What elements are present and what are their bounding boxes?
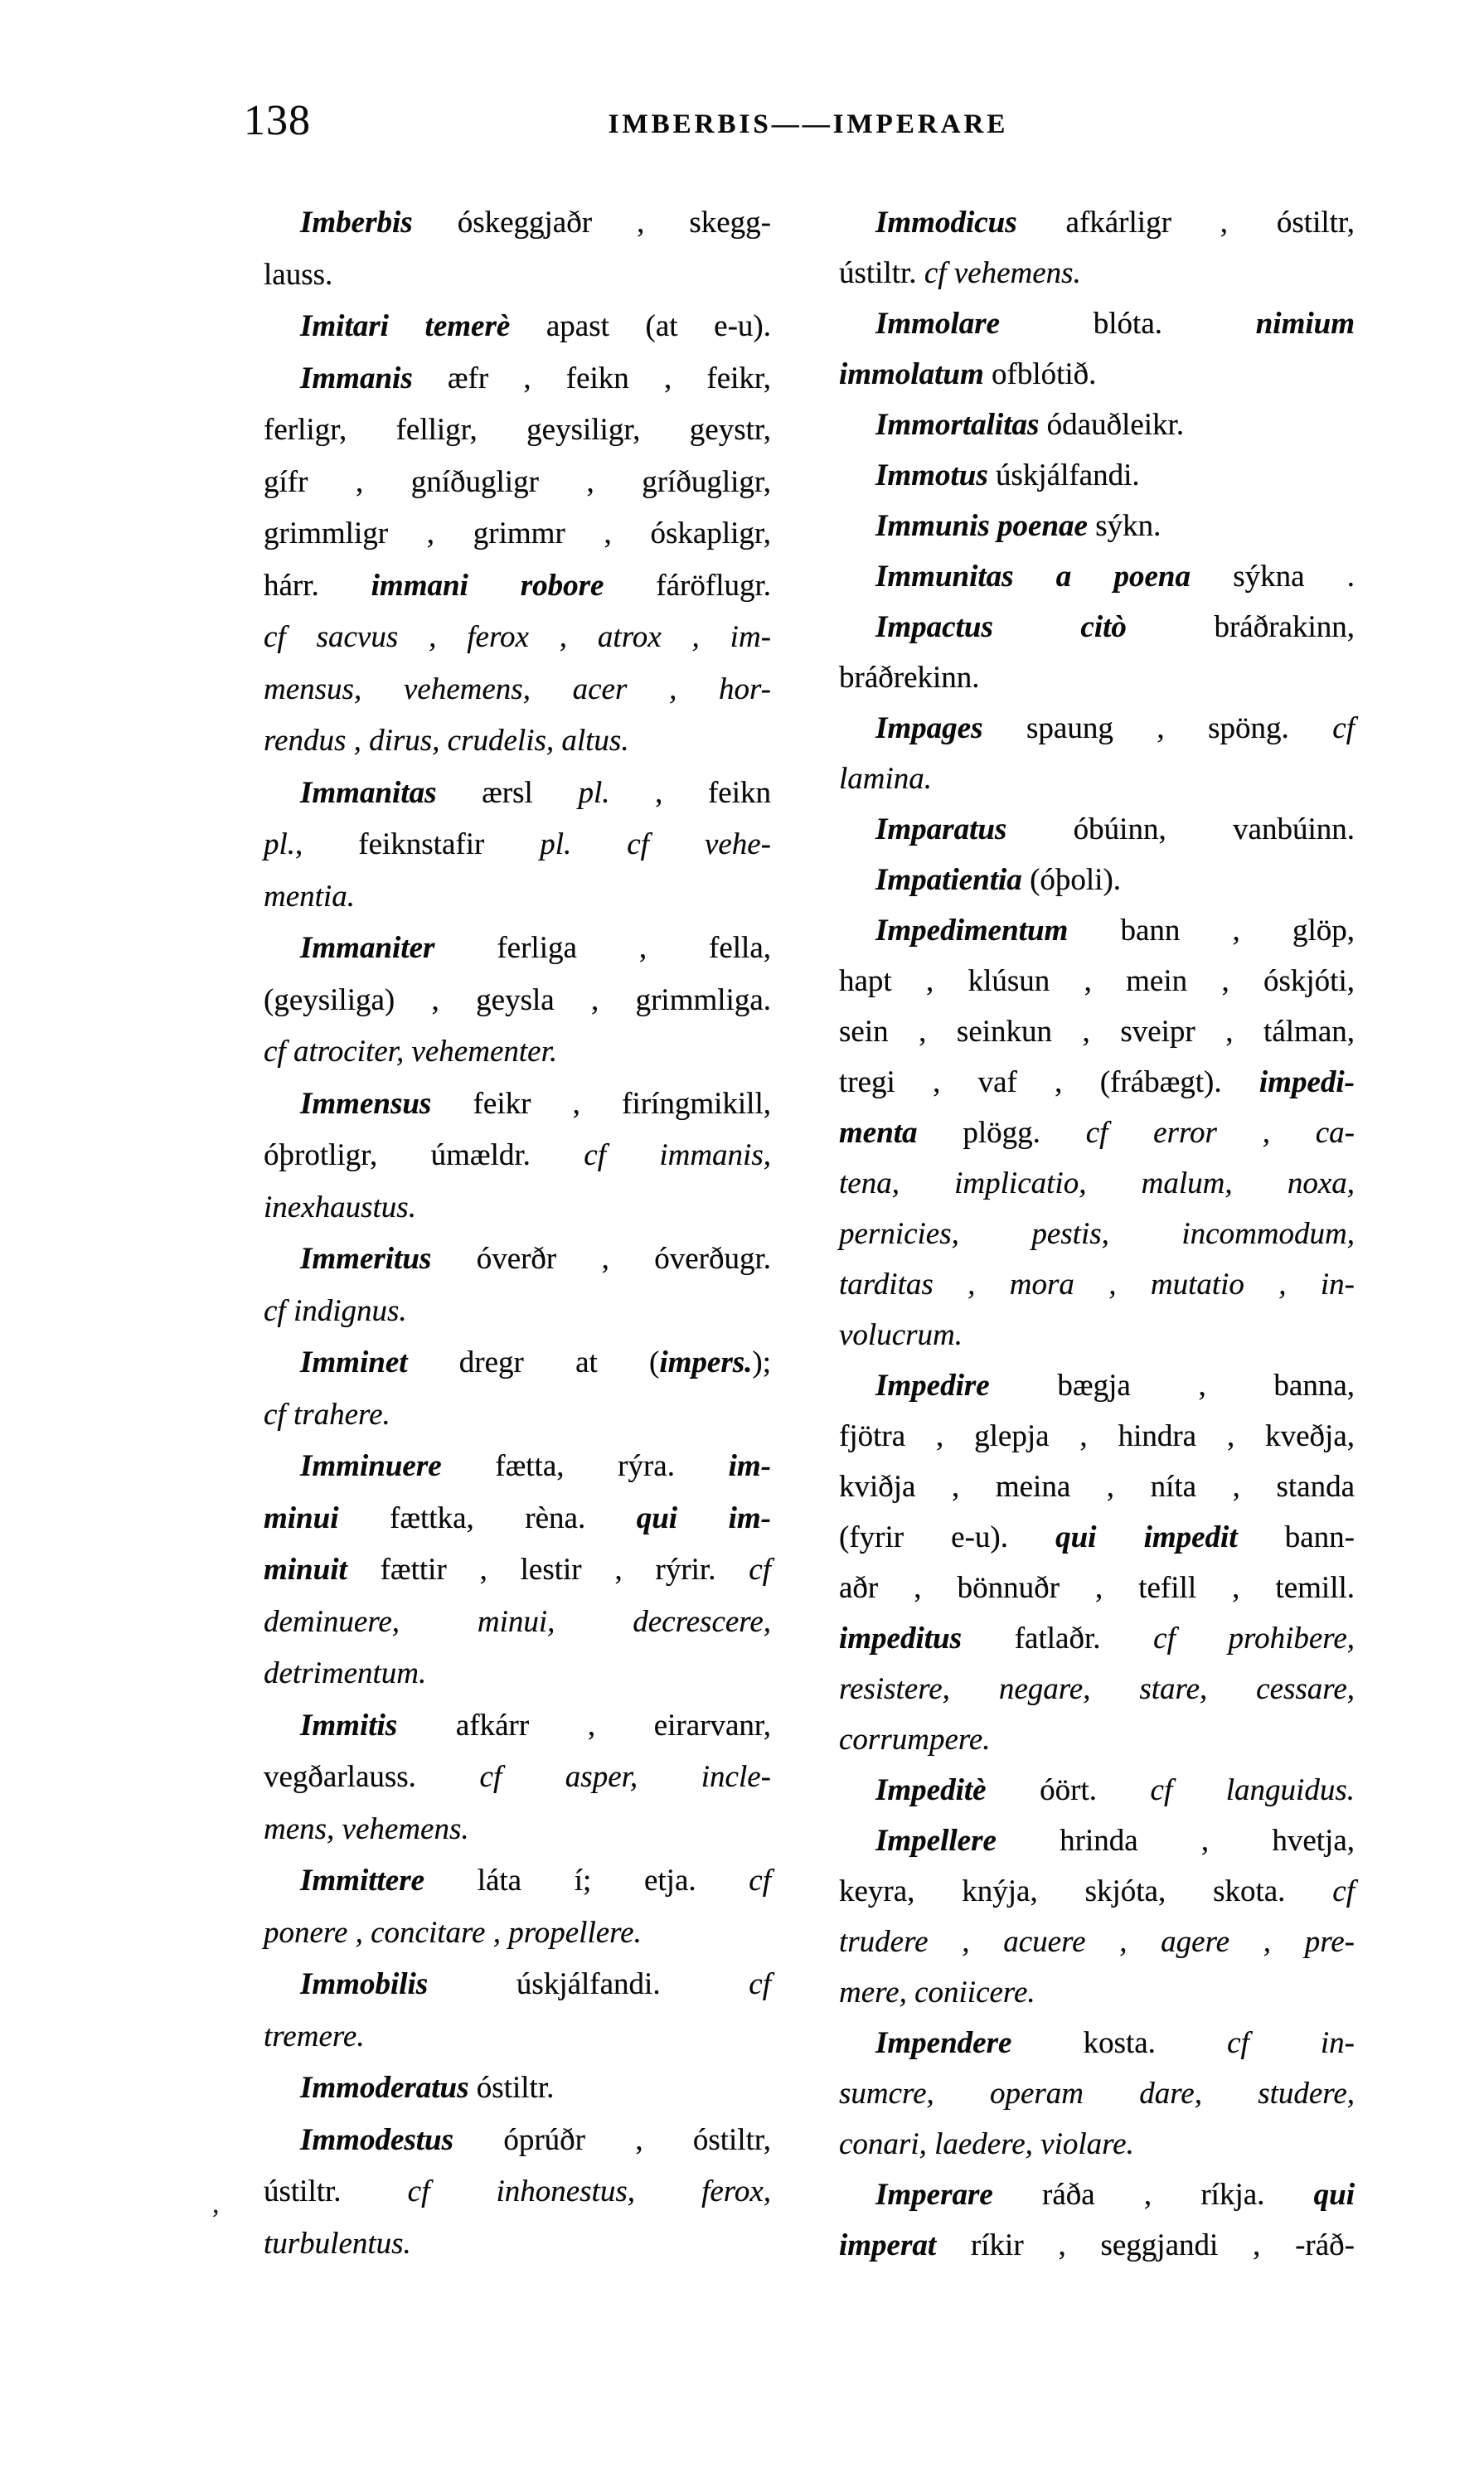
latin-reference: mensus, vehemens, acer , hor- [264, 671, 771, 706]
headword: menta [839, 1116, 918, 1150]
text-line [264, 664, 771, 716]
latin-reference: lamina. [839, 762, 933, 796]
text-line [839, 197, 1355, 248]
scan-artifact: , [212, 2189, 220, 2219]
latin-reference: cf vehemens. [924, 256, 1081, 290]
text-line [264, 2011, 771, 2063]
text-line [264, 2063, 771, 2115]
latin-reference: cf [749, 1553, 771, 1587]
text-line [264, 2115, 771, 2167]
translation-text: láta í; etja. [424, 1864, 749, 1898]
translation-text: afkárr , eirarvanr, [397, 1708, 771, 1743]
text-line [264, 2166, 771, 2218]
text-line [264, 1597, 771, 1649]
page-number: 138 [244, 97, 311, 144]
dictionary-entry [264, 1700, 771, 1856]
dictionary-entry [264, 923, 771, 1079]
text-line [264, 1493, 771, 1545]
latin-reference: cf [1332, 711, 1355, 745]
translation-text: grimmligr , grimmr , óskapligr, [264, 516, 771, 550]
translation-text: fættir , lestir , rýrir. [347, 1553, 749, 1587]
headword: Immanitas [300, 775, 437, 810]
headword: qui [1313, 2178, 1355, 2212]
text-line [839, 956, 1355, 1006]
text-line [839, 1917, 1355, 1967]
text-line [264, 1130, 771, 1182]
text-line [839, 248, 1355, 298]
text-line [264, 197, 771, 250]
translation-text: fjötra , glepja , hindra , kveðja, [839, 1419, 1355, 1453]
dictionary-entry [839, 197, 1355, 298]
translation-text: óört. [986, 1773, 1151, 1807]
latin-reference: cf immanis, [584, 1138, 771, 1172]
translation-text: fættka, rèna. [338, 1500, 637, 1535]
column-left [264, 197, 771, 2270]
text-line [839, 1158, 1355, 1209]
latin-reference: rendus , dirus, crudelis, altus. [264, 724, 629, 758]
latin-reference: cf indignus. [264, 1293, 407, 1328]
latin-reference: detrimentum. [264, 1656, 427, 1690]
text-line [839, 1259, 1355, 1310]
translation-text: óskeggjaðr , skegg- [412, 206, 771, 240]
text-line [264, 1804, 771, 1856]
translation-text: sein , seinkun , sveipr , tálman, [839, 1015, 1355, 1049]
translation-text: fætta, rýra. [441, 1449, 729, 1483]
text-line [839, 1714, 1355, 1765]
text-line [839, 754, 1355, 804]
translation-text: kosta. [1011, 2026, 1228, 2060]
dictionary-entry [264, 1079, 771, 1234]
latin-reference: cf trahere. [264, 1397, 390, 1432]
translation-text: óþrotligr, úmældr. [264, 1138, 584, 1172]
text-line [839, 349, 1355, 400]
translation-text: ríkir , seggjandi , -ráð- [936, 2228, 1355, 2262]
latin-reference: cf asper, incle- [479, 1760, 771, 1794]
latin-reference: cf inhonestus, ferox, [407, 2174, 771, 2208]
headword: Immortalitas [875, 408, 1040, 442]
text-line [264, 1752, 771, 1804]
latin-reference: cf in- [1227, 2026, 1355, 2060]
text-line [264, 612, 771, 664]
text-line [839, 1816, 1355, 1866]
translation-text: (geysiliga) , geysla , grimmliga. [264, 982, 771, 1017]
dictionary-entry [839, 602, 1355, 703]
translation-text: apast (at e-u). [510, 309, 771, 343]
headword: Immobilis [300, 1967, 429, 2001]
translation-text: ódauðleikr. [1039, 408, 1185, 442]
latin-reference: inexhaustus. [264, 1190, 416, 1224]
dictionary-entry [264, 768, 771, 924]
dictionary-entry [839, 1816, 1355, 2018]
text-line [264, 1648, 771, 1700]
translation-text: hárr. [264, 568, 371, 603]
latin-reference: cf prohibere, [1153, 1622, 1355, 1656]
latin-reference: sumcre, operam dare, studere, [839, 2077, 1355, 2111]
headword: Impellere [875, 1824, 997, 1858]
translation-text: ofblótið. [983, 357, 1097, 391]
text-line [839, 855, 1355, 905]
translation-text: úskjálfandi. [987, 458, 1140, 492]
text-line [264, 2218, 771, 2271]
latin-reference: mentia. [264, 879, 355, 914]
text-line [264, 457, 771, 509]
headword: Imminet [300, 1345, 408, 1379]
text-line [839, 1664, 1355, 1714]
latin-reference: pernicies, pestis, incommodum, [839, 1217, 1355, 1251]
latin-reference: cf [749, 1864, 771, 1898]
latin-reference: resistere, negare, stare, cessare, [839, 1672, 1355, 1706]
dictionary-entry [264, 2115, 771, 2271]
translation-text: ústiltr. [264, 2174, 408, 2208]
translation-text: ærsl [436, 775, 579, 810]
translation-text: (óþoli). [1021, 863, 1122, 897]
headword: immani robore [371, 568, 604, 603]
headword: Impactus citò [875, 610, 1127, 644]
headword: Immensus [300, 1086, 432, 1121]
headword: Immotus [875, 458, 988, 492]
text-line [264, 301, 771, 353]
text-line [839, 1563, 1355, 1613]
headword: Imitari temerè [300, 309, 511, 343]
text-line [839, 2018, 1355, 2068]
translation-text: aðr , bönnuðr , tefill , temill. [839, 1571, 1355, 1605]
translation-text: gífr , gníðugligr , gríðugligr, [264, 464, 771, 499]
latin-reference: tremere. [264, 2019, 365, 2053]
latin-reference: ponere , concitare , propellere. [264, 1915, 642, 1950]
dictionary-entry [264, 301, 771, 353]
dictionary-entry [264, 353, 771, 768]
headword: Immeritus [300, 1242, 432, 1276]
translation-text: ústiltr. [839, 256, 924, 290]
text-line [839, 298, 1355, 349]
dictionary-entry [839, 1765, 1355, 1816]
latin-reference: mens, vehemens. [264, 1811, 469, 1846]
latin-reference: pl. [578, 775, 610, 810]
text-line [839, 1360, 1355, 1411]
dictionary-entry [264, 1959, 771, 2063]
headword: minui [264, 1500, 339, 1535]
headword: Imparatus [875, 812, 1007, 846]
headword: Impedimentum [875, 914, 1069, 948]
translation-text: bráðrekinn. [839, 661, 980, 695]
translation-text: blóta. [1000, 307, 1256, 341]
headword: Impatientia [875, 863, 1022, 897]
running-head: IMBERBIS——IMPERARE [608, 109, 1009, 139]
text-line [264, 1544, 771, 1597]
latin-reference: deminuere, minui, decrescere, [264, 1604, 771, 1639]
dictionary-entry [839, 905, 1355, 1360]
headword: Immodestus [300, 2122, 454, 2157]
headword: Impedire [875, 1369, 990, 1403]
headword: Immodicus [875, 206, 1017, 240]
translation-text: ferliga , fella, [434, 931, 771, 965]
latin-reference: mere, coniicere. [839, 1976, 1035, 2009]
translation-text: óbúinn, vanbúinn. [1006, 812, 1355, 846]
text-line [264, 715, 771, 768]
latin-reference: pl. [264, 827, 296, 861]
text-line [839, 2220, 1355, 2271]
translation-text: , feikn [609, 775, 771, 810]
text-line [839, 905, 1355, 956]
dictionary-entry [839, 501, 1355, 551]
headword: Imperare [875, 2178, 993, 2212]
dictionary-entry [839, 1360, 1355, 1765]
text-line [264, 250, 771, 302]
translation-text: ferligr, felligr, geysiligr, geystr, [264, 413, 771, 447]
translation-text: tregi , vaf , (frábægt). [839, 1065, 1259, 1099]
column-right [839, 197, 1355, 2271]
headword: imperat [839, 2228, 937, 2262]
text-line [839, 1866, 1355, 1917]
headword: Immunitas a poena [875, 560, 1191, 594]
latin-reference: cf [1332, 1874, 1355, 1908]
translation-text: keyra, knýja, skjóta, skota. [839, 1874, 1333, 1908]
latin-reference: cf [749, 1967, 771, 2001]
text-line [264, 1855, 771, 1908]
dictionary-entry [839, 804, 1355, 855]
dictionary-entry [264, 1337, 771, 1441]
text-line [839, 1512, 1355, 1563]
translation-text: æfr , feikn , feikr, [412, 361, 771, 395]
translation-text: óprúðr , óstiltr, [453, 2122, 771, 2157]
headword: Immunis poenae [875, 509, 1088, 543]
headword: impeditus [839, 1622, 963, 1656]
headword: minuit [264, 1553, 347, 1587]
text-line [264, 1337, 771, 1389]
latin-reference: cf sacvus , ferox , atrox , im- [264, 620, 771, 654]
dictionary-entry [264, 1234, 771, 1337]
text-line [264, 1079, 771, 1131]
text-line [264, 560, 771, 613]
latin-reference: tarditas , mora , mutatio , in- [839, 1268, 1355, 1302]
dictionary-entry [264, 1855, 771, 1959]
dictionary-entry [839, 2169, 1355, 2271]
dictionary-entry [264, 2063, 771, 2115]
latin-reference: volucrum. [839, 1318, 963, 1352]
text-line [839, 2068, 1355, 2119]
translation-text: (fyrir e-u). [839, 1520, 1056, 1554]
text-line [839, 1108, 1355, 1158]
dictionary-entry [839, 298, 1355, 400]
translation-text: kviðja , meina , níta , standa [839, 1470, 1355, 1504]
translation-text: hrinda , hvetja, [996, 1824, 1355, 1858]
translation-text: ); [752, 1345, 771, 1379]
text-line [839, 602, 1355, 652]
text-line [264, 1286, 771, 1338]
text-line [264, 1908, 771, 1960]
latin-reference: cf languidus. [1150, 1773, 1355, 1807]
headword: Immolare [875, 307, 1001, 341]
translation-text: bægja , banna, [989, 1369, 1355, 1403]
text-line [264, 975, 771, 1027]
text-line [839, 1462, 1355, 1512]
headword: impedi- [1258, 1065, 1355, 1099]
translation-text: bráðrakinn, [1126, 610, 1355, 644]
text-line [839, 1209, 1355, 1259]
translation-text: vegðarlauss. [264, 1760, 480, 1794]
translation-text: dregr at ( [407, 1345, 660, 1379]
headword: im- [728, 1449, 771, 1483]
translation-text: afkárligr , óstiltr, [1016, 206, 1355, 240]
headword: impers. [659, 1345, 753, 1379]
latin-reference: cf vehe- [627, 827, 772, 861]
headword: qui im- [636, 1500, 771, 1535]
text-line [839, 652, 1355, 703]
latin-reference: turbulentus. [264, 2226, 411, 2261]
headword: nimium [1255, 307, 1355, 341]
dictionary-entry [264, 197, 771, 301]
text-line [264, 1182, 771, 1234]
translation-text: feikr , firíngmikill, [431, 1086, 771, 1121]
translation-text: óstiltr. [468, 2071, 555, 2105]
headword: immolatum [839, 357, 984, 391]
translation-text: , feiknstafir [295, 827, 541, 861]
text-line [264, 768, 771, 820]
translation-text: sýkna . [1191, 560, 1355, 594]
latin-reference: trudere , acuere , agere , pre- [839, 1925, 1355, 1959]
translation-text: bann- [1237, 1520, 1355, 1554]
text-line [839, 703, 1355, 754]
translation-text: sýkn. [1087, 509, 1161, 543]
text-line [839, 804, 1355, 855]
translation-text: úskjálfandi. [428, 1967, 749, 2001]
dictionary-entry [839, 855, 1355, 905]
text-line [264, 1700, 771, 1753]
text-line [839, 1967, 1355, 2018]
text-line [264, 353, 771, 405]
translation-text: fáröflugr. [604, 568, 771, 603]
headword: Imminuere [300, 1449, 442, 1483]
text-line [264, 819, 771, 871]
headword: Immoderatus [300, 2071, 469, 2105]
text-line [839, 501, 1355, 551]
headword: Imberbis [300, 206, 413, 240]
headword: Impendere [875, 2026, 1012, 2060]
headword: Immittere [300, 1864, 425, 1898]
dictionary-entry [839, 551, 1355, 602]
headword: qui impedit [1055, 1520, 1238, 1554]
dictionary-entry [264, 1441, 771, 1700]
text-line [264, 1441, 771, 1493]
headword: Impeditè [875, 1773, 987, 1807]
dictionary-entry [839, 450, 1355, 501]
translation-text: ráða , ríkja. [992, 2178, 1314, 2212]
text-line [839, 1765, 1355, 1816]
text-line [264, 508, 771, 560]
text-line [264, 1959, 771, 2011]
translation-text: hapt , klúsun , mein , óskjóti, [839, 964, 1355, 998]
latin-reference: cf error , ca- [1085, 1116, 1355, 1150]
text-line [264, 923, 771, 975]
translation-text: bann , glöp, [1068, 914, 1355, 948]
translation-text: spaung , spöng. [982, 711, 1333, 745]
headword: Impages [875, 711, 983, 745]
text-line [264, 405, 771, 457]
text-line [839, 2169, 1355, 2220]
headword: Immanis [300, 361, 413, 395]
text-line [839, 551, 1355, 602]
translation-text [571, 827, 627, 861]
text-line [839, 400, 1355, 450]
text-line [264, 1389, 771, 1442]
dictionary-entry [839, 2018, 1355, 2169]
translation-text: lauss. [264, 257, 333, 292]
latin-reference: corrumpere. [839, 1723, 991, 1757]
translation-text: fatlaðr. [962, 1622, 1154, 1656]
dictionary-entry [839, 400, 1355, 450]
text-line [839, 1613, 1355, 1664]
text-line [839, 2119, 1355, 2169]
text-line [839, 1411, 1355, 1462]
dictionary-entry [839, 703, 1355, 804]
translation-text: plögg. [917, 1116, 1086, 1150]
headword: Immitis [300, 1708, 398, 1743]
latin-reference: tena, implicatio, malum, noxa, [839, 1166, 1355, 1200]
text-line [264, 871, 771, 924]
latin-reference: conari, laedere, violare. [839, 2127, 1134, 2161]
text-line [264, 1234, 771, 1286]
text-line [839, 1057, 1355, 1108]
latin-reference: pl. [540, 827, 572, 861]
text-line [839, 1310, 1355, 1360]
headword: Immaniter [300, 931, 435, 965]
text-line [839, 450, 1355, 501]
latin-reference: cf atrociter, vehementer. [264, 1035, 558, 1069]
text-line [264, 1026, 771, 1079]
translation-text: óverðr , óverðugr. [431, 1242, 771, 1276]
text-line [839, 1006, 1355, 1057]
